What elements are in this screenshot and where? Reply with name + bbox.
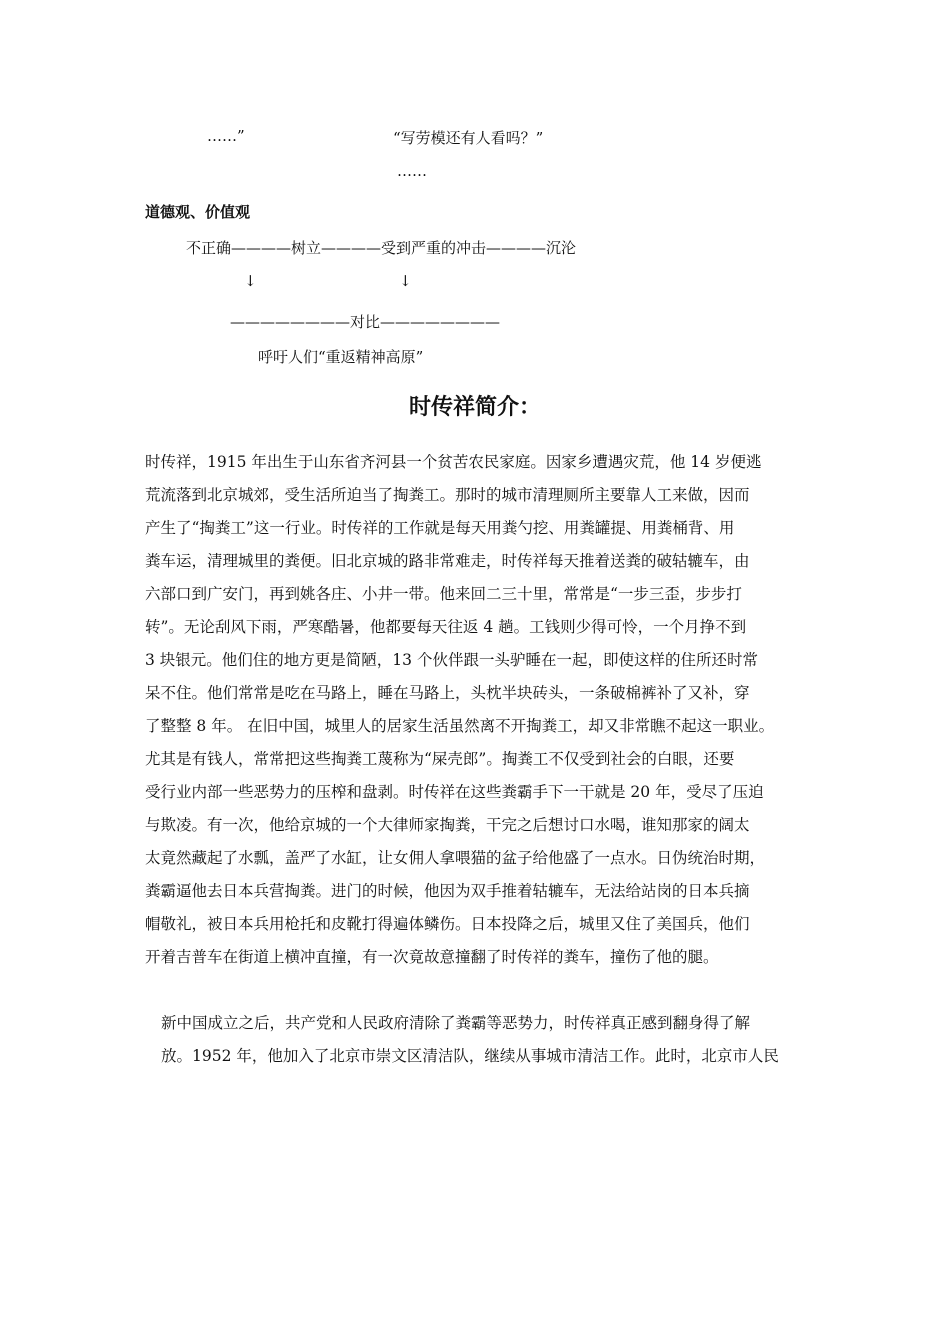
text-line: 时传祥，1915 年出生于山东省齐河县一个贫苦农民家庭。因家乡遭遇灾荒，他 14 岁便逃 <box>145 453 762 471</box>
text-line: 六部口到广安门，再到姚各庄、小井一带。他来回二三十里，常常是“一步三歪，步步打 <box>145 585 742 603</box>
text-line: 放。1952 年，他加入了北京市崇文区清洁队，继续从事城市清洁工作。此时，北京市人民 <box>161 1047 779 1065</box>
paragraph-2 <box>145 1007 820 1073</box>
text-line: 受行业内部一些恶势力的压榨和盘剥。时传祥在这些粪霸手下一干就是 20 年，受尽了压迫 <box>145 783 764 801</box>
text-line: 荒流落到北京城郊，受生活所迫当了掏粪工。那时的城市清理厕所主要靠人工来做，因而 <box>145 486 750 504</box>
down-arrow-icon: ↓ <box>244 272 257 290</box>
section-title: 时传祥简介： <box>408 394 541 420</box>
text-line: 转”。无论刮风下雨，严寒酷暑，他都要每天往返 4 趟。工钱则少得可怜，一个月挣不到 <box>145 618 747 636</box>
question-quote: “写劳模还有人看吗？” <box>393 129 544 147</box>
call-to-action-text: 呼吁人们“重返精神高原” <box>258 348 424 366</box>
text-line: 了整整 8 年。 在旧中国，城里人的居家生活虽然离不开掏粪工，却又非常瞧不起这一职业。 <box>145 717 775 735</box>
text-line: 粪霸逼他去日本兵营掏粪。进门的时候，他因为双手推着轱辘车，无法给站岗的日本兵摘 <box>145 882 750 900</box>
text-line: 太竟然藏起了水瓢，盖严了水缸，让女佣人拿喂猫的盆子给他盛了一点水。日伪统治时期， <box>145 849 766 867</box>
text-line: 粪车运，清理城里的粪便。旧北京城的路非常难走，时传祥每天推着送粪的破轱辘车，由 <box>145 552 750 570</box>
left-ellipsis-quote: ……” <box>207 127 245 145</box>
contrast-line: ————————对比———————— <box>230 313 501 331</box>
down-arrow-icon: ↓ <box>399 272 412 290</box>
text-line: 3 块银元。他们住的地方更是简陋，13 个伙伴跟一头驴睡在一起，即使这样的住所还时常 <box>145 651 758 669</box>
text-line: 尤其是有钱人，常常把这些掏粪工蔑称为“屎壳郎”。掏粪工不仅受到社会的白眼，还要 <box>145 750 735 768</box>
paragraph-1 <box>145 446 820 974</box>
text-line: 开着吉普车在街道上横冲直撞，有一次竟故意撞翻了时传祥的粪车，撞伤了他的腿。 <box>145 948 719 966</box>
text-line: 帽敬礼，被日本兵用枪托和皮靴打得遍体鳞伤。日本投降之后，城里又住了美国兵，他们 <box>145 915 750 933</box>
text-line: 与欺凌。有一次，他给京城的一个大律师家掏粪，干完之后想讨口水喝，谁知那家的阔太 <box>145 816 750 834</box>
diagram-heading: 道德观、价值观 <box>145 203 251 221</box>
biography-body <box>145 446 820 1073</box>
diagram-flow-line: 不正确————树立————受到严重的冲击————沉沦 <box>186 239 577 257</box>
text-line: 新中国成立之后，共产党和人民政府清除了粪霸等恶势力，时传祥真正感到翻身得了解 <box>161 1014 751 1032</box>
text-line: 呆不住。他们常常是吃在马路上，睡在马路上，头枕半块砖头，一条破棉裤补了又补，穿 <box>145 684 750 702</box>
ellipsis-text: …… <box>397 162 427 180</box>
text-line: 产生了“掏粪工”这一行业。时传祥的工作就是每天用粪勺挖、用粪罐提、用粪桶背、用 <box>145 519 735 537</box>
